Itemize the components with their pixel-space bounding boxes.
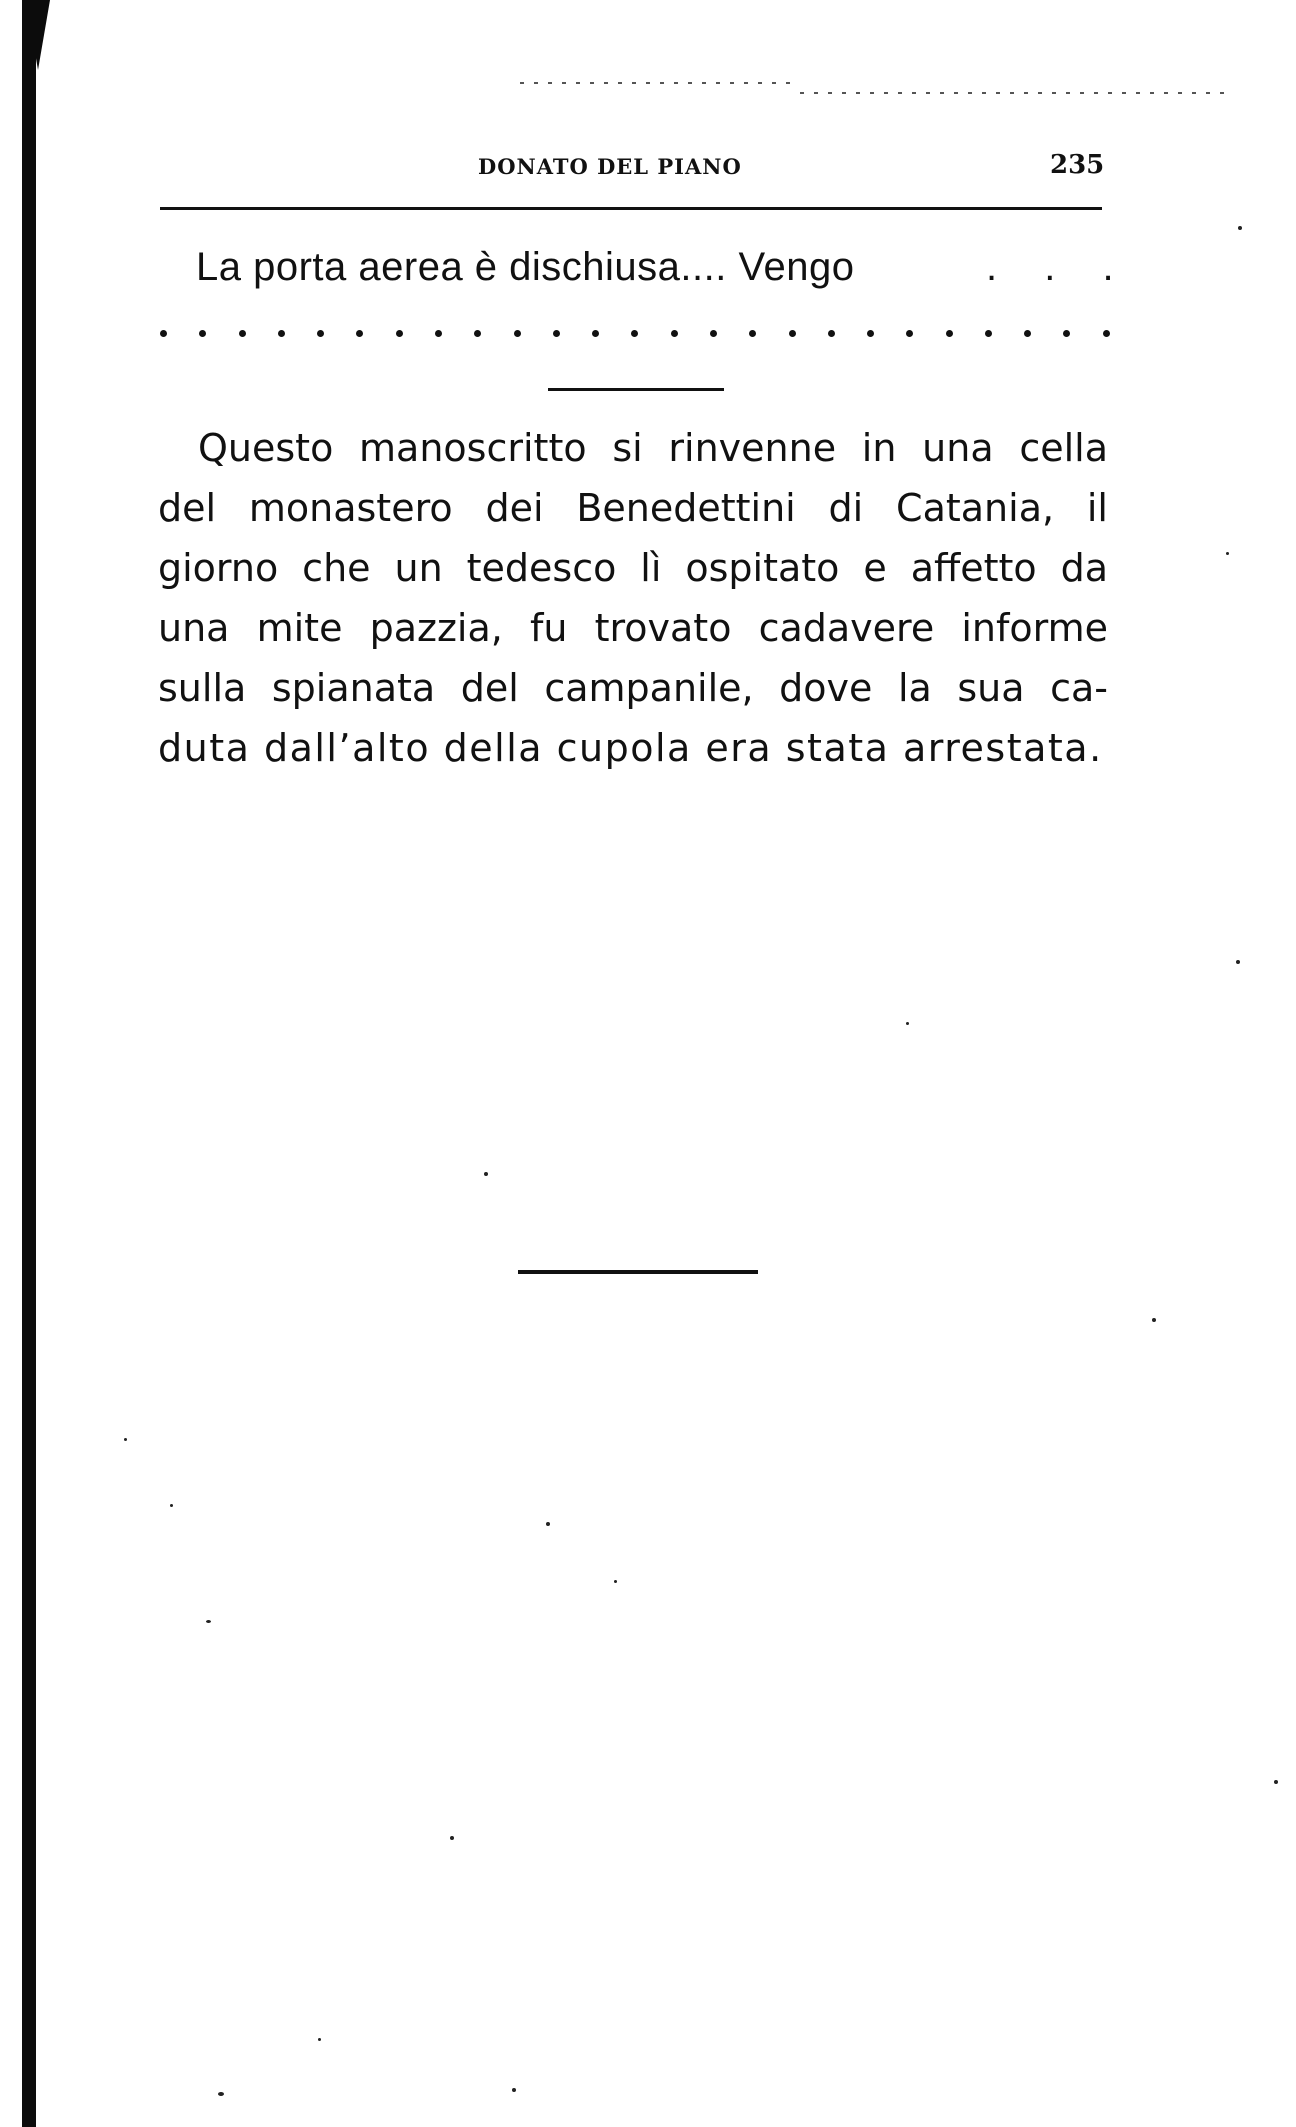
paragraph-line: sulla spianata del campanile, dove la sua ca-	[158, 666, 1108, 710]
omission-dot	[631, 330, 638, 337]
omission-dot	[317, 330, 324, 337]
scan-speck	[906, 1022, 909, 1025]
scan-speck	[546, 1522, 550, 1526]
omission-dot	[671, 330, 678, 337]
omission-dot	[1103, 330, 1110, 337]
scan-speck	[1152, 1318, 1156, 1322]
omission-dot	[1063, 330, 1070, 337]
omission-dot	[592, 330, 599, 337]
running-title: DONATO DEL PIANO	[478, 154, 742, 179]
end-rule	[518, 1270, 758, 1274]
omission-dot	[710, 330, 717, 337]
paragraph-line: duta dall’alto della cupola era stata arrestata.	[158, 726, 1103, 770]
omission-dot	[435, 330, 442, 337]
scan-speck	[1274, 1780, 1278, 1784]
page-binding-notch	[26, 0, 50, 70]
verse-line: La porta aerea è dischiusa.... Vengo	[196, 245, 855, 289]
paragraph-line: giorno che un tedesco lì ospitato e affetto da	[158, 546, 1108, 590]
omission-dot	[239, 330, 246, 337]
paragraph-line: una mite pazzia, fu trovato cadavere informe	[158, 606, 1108, 650]
scan-speck	[170, 1504, 173, 1507]
omission-dot	[356, 330, 363, 337]
omission-dot	[906, 330, 913, 337]
header-rule	[160, 207, 1102, 210]
omission-dot	[474, 330, 481, 337]
body-paragraph	[158, 418, 1108, 778]
scan-noise-top-right	[800, 92, 1230, 94]
omission-dot	[946, 330, 953, 337]
page-number: 235	[1050, 150, 1105, 180]
paragraph-line: Questo manoscritto si rinvenne in una cella	[198, 426, 1108, 470]
omission-dot	[1024, 330, 1031, 337]
omission-dot	[749, 330, 756, 337]
omission-dot	[514, 330, 521, 337]
omission-dot	[985, 330, 992, 337]
scan-speck	[512, 2088, 516, 2092]
omission-dot	[553, 330, 560, 337]
paragraph-line: del monastero dei Benedettini di Catania, il	[158, 486, 1108, 530]
omission-dot	[396, 330, 403, 337]
scan-speck	[1238, 226, 1242, 230]
scan-speck	[614, 1580, 617, 1583]
omission-dot	[199, 330, 206, 337]
scan-speck	[206, 1620, 211, 1623]
dotted-omission-line	[160, 330, 1110, 337]
omission-dot	[789, 330, 796, 337]
omission-dot	[828, 330, 835, 337]
scan-speck	[484, 1172, 488, 1176]
section-rule	[548, 388, 724, 391]
omission-dot	[278, 330, 285, 337]
scan-speck	[124, 1438, 127, 1441]
scan-speck	[1226, 552, 1229, 555]
scan-speck	[1236, 960, 1240, 964]
scan-noise-top-left	[520, 82, 800, 84]
omission-dot	[160, 330, 167, 337]
scan-speck	[450, 1836, 454, 1840]
verse-ellipsis: . . .	[986, 245, 1132, 289]
page-binding-edge	[22, 0, 36, 2127]
scan-speck	[318, 2038, 321, 2041]
omission-dot	[867, 330, 874, 337]
scan-speck	[218, 2092, 224, 2096]
